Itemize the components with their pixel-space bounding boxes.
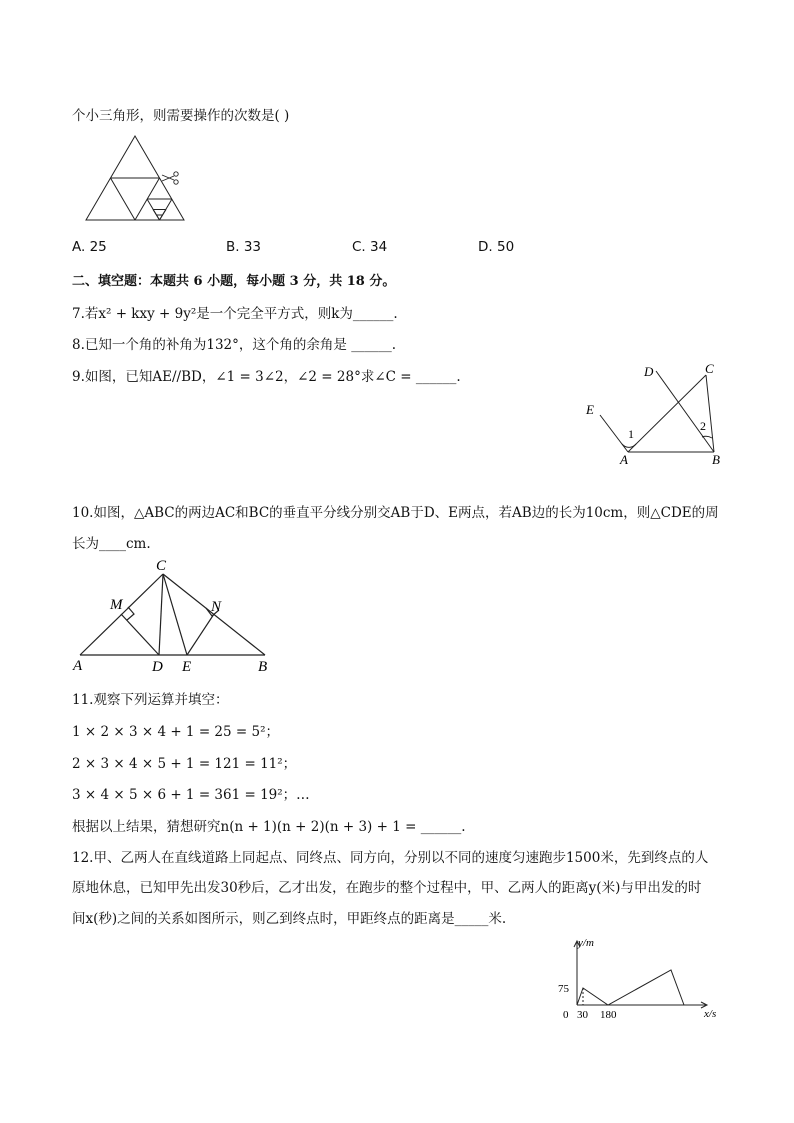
- q10-label-n: N: [211, 599, 222, 615]
- q9-label-2: 2: [700, 419, 706, 433]
- q11-intro: 11.观察下列运算并填空：: [72, 692, 229, 708]
- q10-label-d: D: [152, 659, 163, 675]
- q9-label-e: E: [586, 402, 594, 417]
- q6-option-d: D. 50: [478, 239, 515, 255]
- q8-text: 8.已知一个角的补角为132°，这个角的余角是 ______.: [72, 337, 396, 353]
- q9-label-c: C: [705, 361, 714, 376]
- q12-origin-label: 0: [563, 1009, 569, 1021]
- q10-label-a: A: [73, 658, 83, 674]
- q12-x-axis-label: x/s: [704, 1008, 717, 1020]
- q6-option-a: A. 25: [72, 239, 107, 255]
- q9-label-d: D: [644, 364, 654, 379]
- q6-option-b: B. 33: [226, 239, 262, 255]
- q11-equation-2: 2 × 3 × 4 × 5 + 1 = 121 = 11²；: [72, 756, 297, 772]
- q6-text: 个小三角形，则需要操作的次数是( ): [72, 108, 290, 124]
- q6-option-c: C. 34: [352, 239, 388, 255]
- q11-equation-3: 3 × 4 × 5 × 6 + 1 = 361 = 19²；…: [72, 787, 310, 803]
- q10-label-b: B: [258, 659, 268, 675]
- q12-y-axis-label: y/m: [578, 937, 594, 949]
- q12-text-line-2: 原地休息，已知甲先出发30秒后，乙才出发，在跑步的整个过程中，甲、乙两人的距离y(米)与甲出发的时: [72, 880, 702, 896]
- q10-label-c: C: [156, 558, 167, 574]
- q12-distance-time-graph: [556, 932, 736, 1024]
- q9-label-1: 1: [628, 427, 634, 441]
- q10-label-e: E: [182, 659, 192, 675]
- q12-text-line-3: 间x(秒)之间的关系如图所示，则乙到终点时，甲距终点的距离是_____米.: [72, 911, 507, 927]
- scissors-icon: [162, 172, 178, 184]
- q11-equation-1: 1 × 2 × 3 × 4 + 1 = 25 = 5²；: [72, 724, 279, 740]
- section-2-heading: 二、填空题：本题共 6 小题，每小题 3 分，共 18 分。: [72, 274, 396, 289]
- q12-x30-label: 30: [577, 1009, 588, 1021]
- q10-label-m: M: [110, 597, 123, 613]
- q7-text: 7.若x² + kxy + 9y²是一个完全平方式，则k为______.: [72, 306, 398, 322]
- q12-x180-label: 180: [600, 1009, 617, 1021]
- q6-triangle-figure: [82, 134, 188, 224]
- q10-figure: [70, 554, 280, 676]
- q9-label-a: A: [620, 452, 628, 467]
- q12-text-line-1: 12.甲、乙两人在直线道路上同起点、同终点、同方向，分别以不同的速度匀速跑步1500米，先到终点的人: [72, 850, 709, 866]
- q9-label-b: B: [712, 452, 720, 467]
- q11-question: 根据以上结果，猜想研究n(n + 1)(n + 2)(n + 3) + 1 = ______.: [72, 819, 466, 835]
- q10-text-line-1: 10.如图，△ABC的两边AC和BC的垂直平分线分别交AB于D、E两点，若AB边的长为10cm，则△CDE的周: [72, 505, 719, 521]
- q12-y75-label: 75: [558, 983, 569, 995]
- q10-text-line-2: 长为____cm.: [72, 536, 151, 552]
- q9-figure: [578, 358, 728, 468]
- q9-text: 9.如图，已知AE//BD，∠1 = 3∠2，∠2 = 28°求∠C = ______.: [72, 369, 461, 385]
